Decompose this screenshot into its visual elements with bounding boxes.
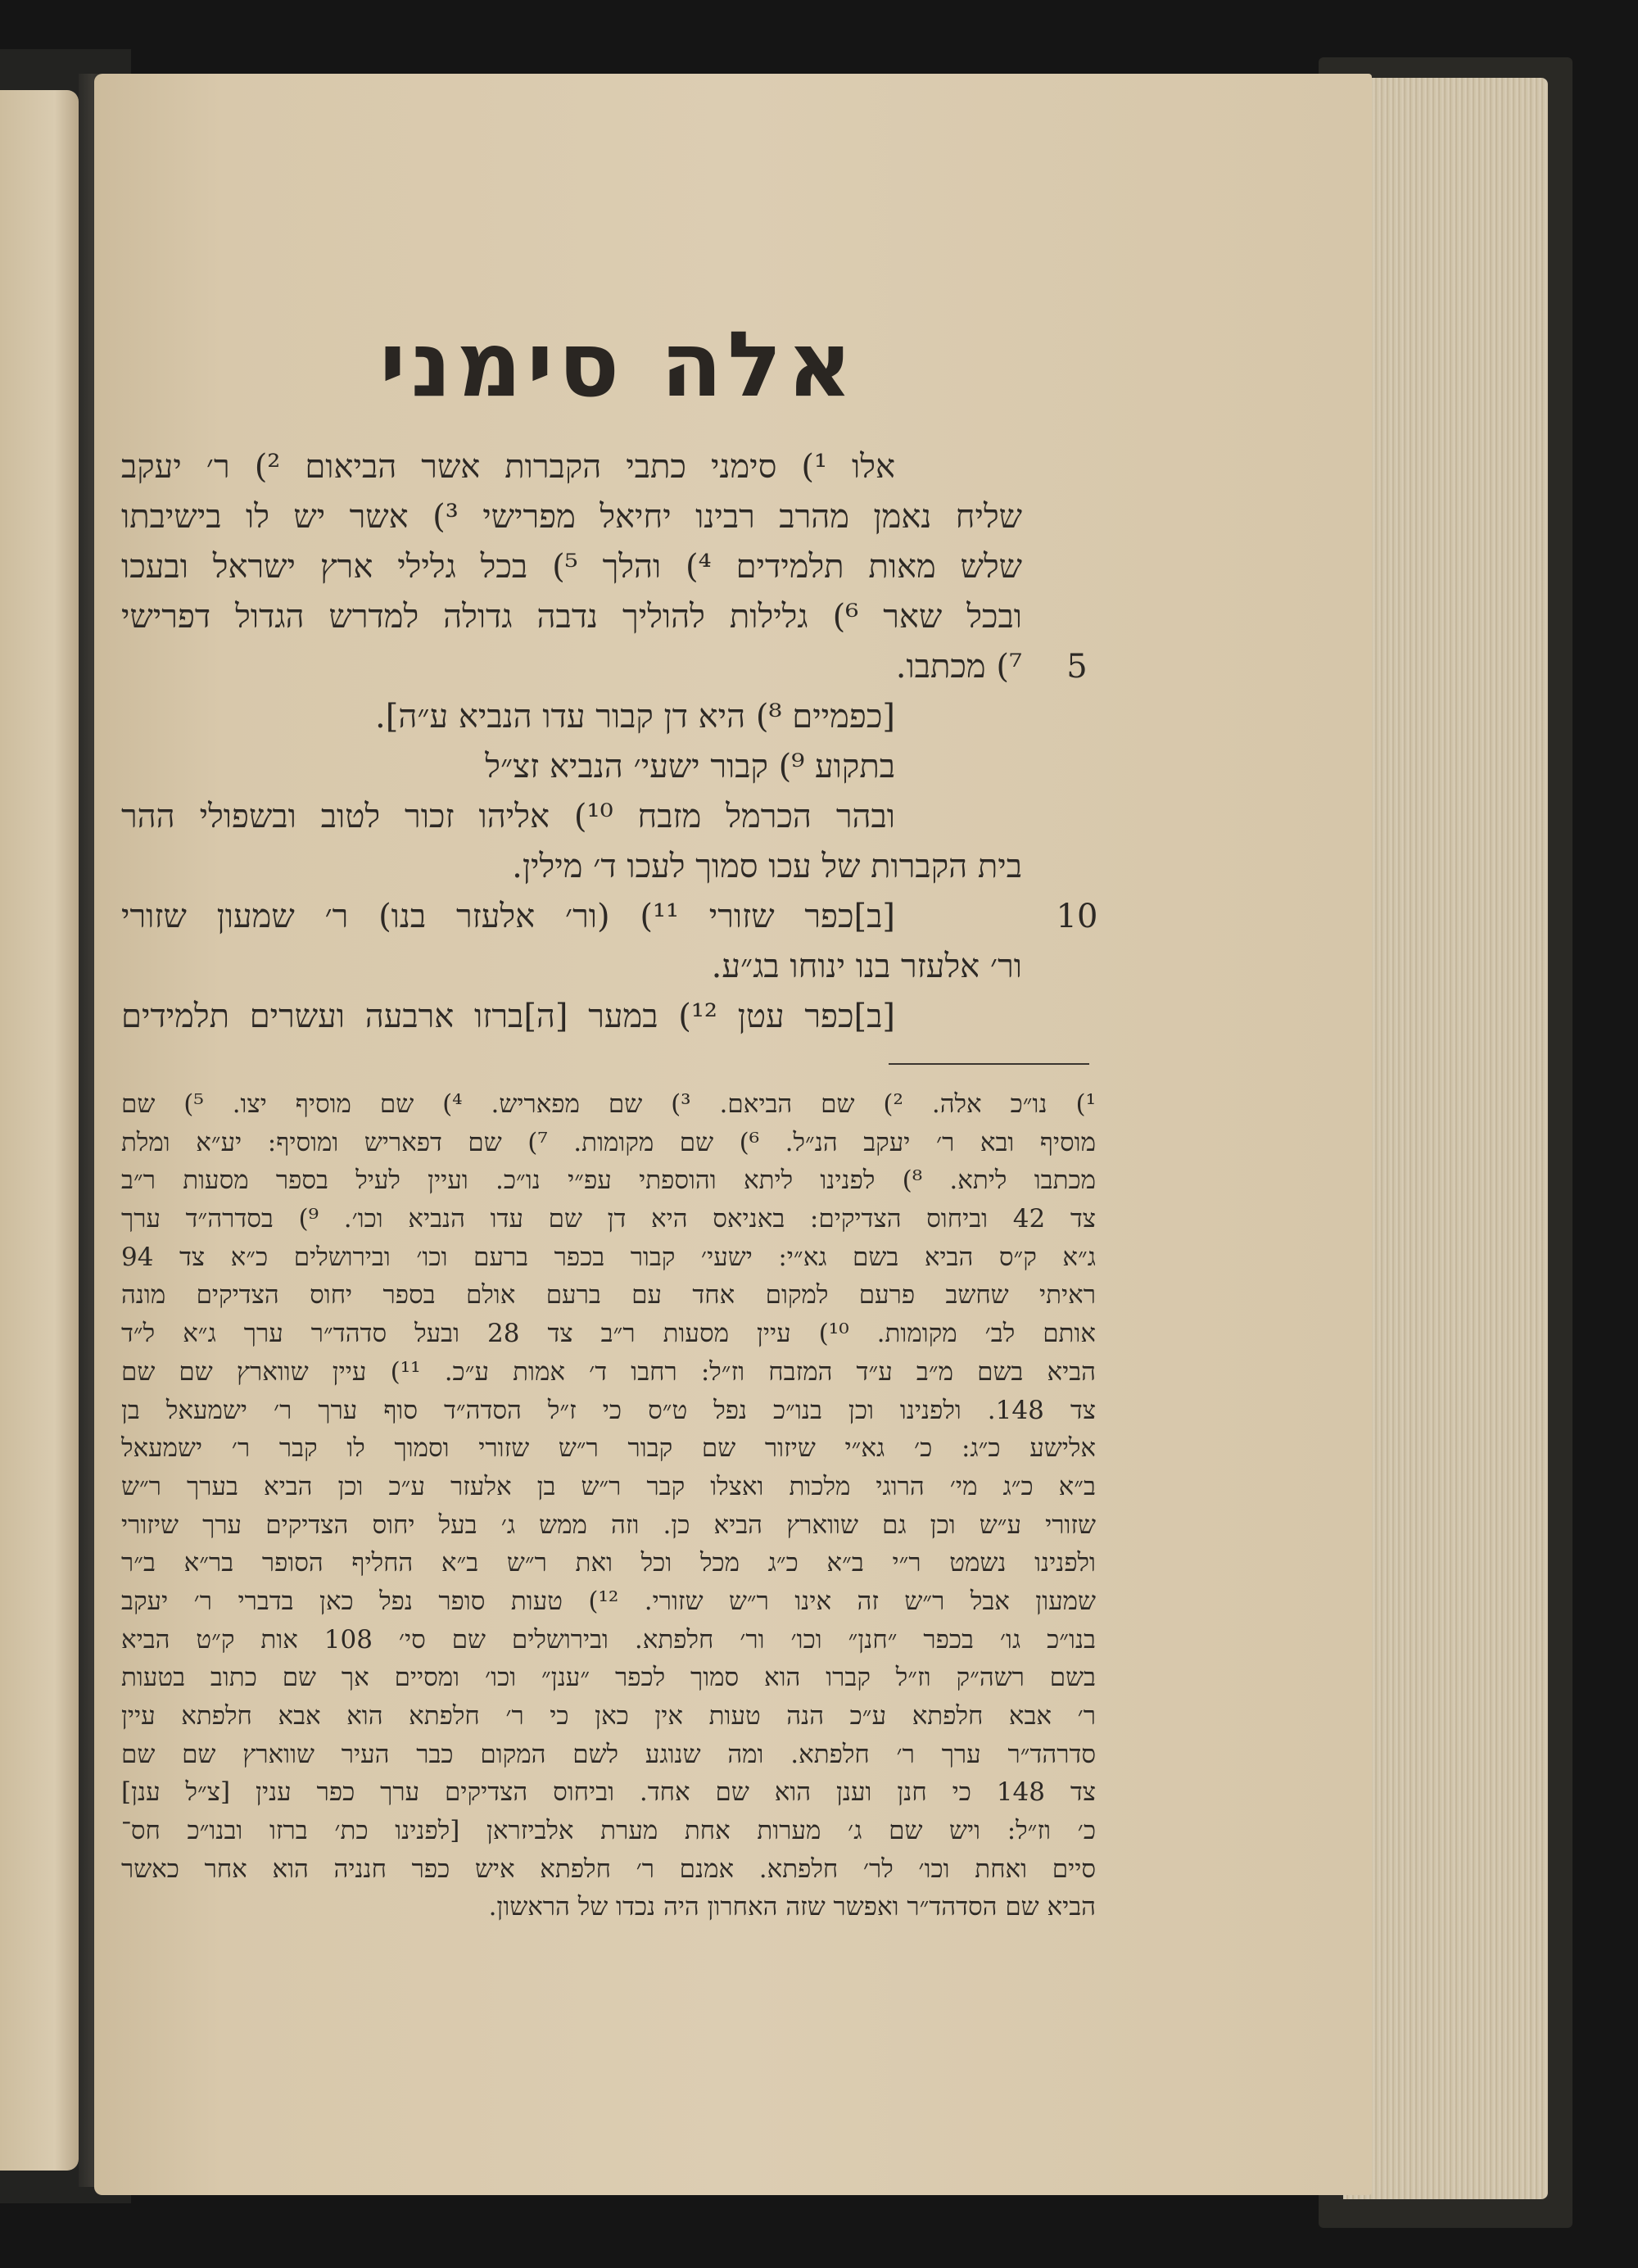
footnote-line: מוסיף ובא ר׳ יעקב הנ״ל. ⁶) שם מקומות. ⁷) שם דפאריש ומוסיף: יע״א ומלת [121,1127,1096,1157]
footnote-line: צד 148. ולפנינו וכן בנו״כ נפל ט״ס כי ז״ל הסדה״ד סוף ערך ר׳ ישמעאל בן [121,1395,1096,1425]
footnote-line: הביא שם הסדהד״ר ואפשר שזה האחרון היה נכדו של הראשון. [488,1892,1096,1922]
text-line: בית הקברות של עכו סמוך לעכו ד׳ מילין. [512,848,1022,885]
footnote-line: אותם לב׳ מקומות. ¹⁰) עיין מסעות ר״ב צד 28 ובעל סדהד״ר ערך ג״א ל״ד [121,1319,1096,1349]
line-number-5: 5 [1066,648,1088,686]
footnote-line: מכתבו ליתא. ⁸) לפנינו ליתא והוספתי עפ״י נו״כ. ועיין לעיל בספר מסעות ר״ב [121,1166,1096,1196]
footnote-line: ב״א כ״ג מי׳ הרוגי מלכות ואצלו קבר ר״ש בן אלעזר ע״כ וכן הביא בערך ר״ש [121,1471,1096,1501]
text-line: ובכל שאר ⁶) גלילות להוליך נדבה גדולה למדרש הגדול דפרישי [121,598,1022,636]
text-line: [כפמיים ⁸) היא דן קבור עדו הנביא ע״ה]. [375,698,895,736]
text-line: ור׳ אלעזר בנו ינוחו בג״ע. [711,948,1022,985]
footnote-line: ולפנינו נשמט ר״י ב״א כ״ג מכל וכל ואת ר״ש ב״א החליף הסופר בר״א ב״ר [121,1548,1096,1578]
footnote-line: אלישע כ״ג: כ׳ גא״י שיזור שם קבור ר״ש שזורי וסמוך לו קבר ר׳ ישמעאל [121,1433,1096,1464]
footnote-line: כ׳ וז״ל: ויש שם ג׳ מערות אחת מערת אלביזראן [לפנינו כת׳ ברזו ובנו״כ חס־ [121,1816,1096,1846]
text-line: בתקוע ⁹) קבור ישעי׳ הנביא זצ״ל [485,748,895,785]
line-number-10: 10 [1056,898,1098,935]
text-line: [ב]כפר עטן ¹²) במער [ה]ברזו ארבעה ועשרים תלמידים [121,998,895,1035]
text-line: שליח נאמן מהרב רבינו יחיאל מפרישי ³) אשר יש לו בישיבתו [121,498,1022,536]
footnote-line: בשם רשה״ק וז״ל קברו הוא סמוך לכפר ״ענן״ וכו׳ ומסיים אך שם כתוב בטעות [121,1663,1096,1693]
text-line: אלו ¹) סימני כתבי הקברות אשר הביאום ²) ר׳ יעקב [121,448,895,486]
text-line: ⁷) מכתבו. [895,648,1022,686]
footnote-line: סיים ואחת וכו׳ לר׳ חלפתא. אמנם ר׳ חלפתא איש כפר חנניה הוא אחר כאשר [121,1854,1096,1884]
text-line: [ב]כפר שזורי ¹¹) (ור׳ אלעזר בנו) ר׳ שמעון שזורי [121,898,895,935]
footnote-line: ר׳ אבא חלפתא ע״כ הנה טעות אין כאן כי ר׳ חלפתא הוא אבא חלפתא עיין [121,1701,1096,1731]
main-text [121,442,1022,1042]
footnote-line: הביא בשם מ״ב ע״ד המזבח וז״ל: רחבו ד׳ אמות ע״כ. ¹¹) עיין שווארץ שם שם [121,1356,1096,1387]
footnote-line: צד 148 כי חנן וענן הוא שם אחד. וביחוס הצדיקים ערך כפר ענין [צ״ל ענן] [121,1777,1096,1808]
page-edges [1343,78,1548,2199]
footnote-divider [889,1063,1089,1065]
footnote-line: סדרהד״ר ערך ר׳ חלפתא. ומה שנוגע לשם המקום כבר העיר שווארץ שם שם [121,1739,1096,1769]
footnotes [121,1085,1096,1926]
footnote-line: ראיתי שחשב פרעם למקום אחד עם ברעם אולם בספר יחוס הצדיקים מונה [121,1280,1096,1311]
left-page-edge [0,90,79,2171]
text-line: שלש מאות תלמידים ⁴) והלך ⁵) בכל גלילי ארץ ישראל ובעכו [121,548,1022,586]
page-title: אלה סימני [379,312,857,417]
footnote-line: צד 42 וביחוס הצדיקים: באניאס היא דן שם עדו הנביא וכו׳. ⁹) בסדרה״ד ערך [121,1204,1096,1234]
text-line: ובהר הכרמל מזבח ¹⁰) אליהו זכור לטוב ובשפולי ההר [121,798,895,835]
footnote-line: שמעון אבל ר״ש זה אינו ר״ש שזורי. ¹²) טעות סופר נפל כאן בדברי ר׳ יעקב [121,1586,1096,1616]
footnote-line: שזורי ע״ש וכן גם שווארץ הביא כן. וזה ממש ג׳ בעל יחוס הצדיקים ערך שיזורי [121,1510,1096,1540]
footnote-line: ג״א ק״ס הביא בשם גא״י: ישעי׳ קבור בכפר ברעם וכו׳ ובירושלים כ״א צד 94 [121,1242,1096,1272]
footnote-line: בנו״כ גו׳ בכפר ״חנן״ וכו׳ ור׳ חלפתא. ובירושלים שם סי׳ 108 אות ק״ט הביא [121,1624,1096,1655]
footnote-line: ¹) נו״כ אלה. ²) שם הביאם. ³) שם מפאריש. ⁴) שם מוסיף יצו. ⁵) שם [121,1089,1096,1119]
